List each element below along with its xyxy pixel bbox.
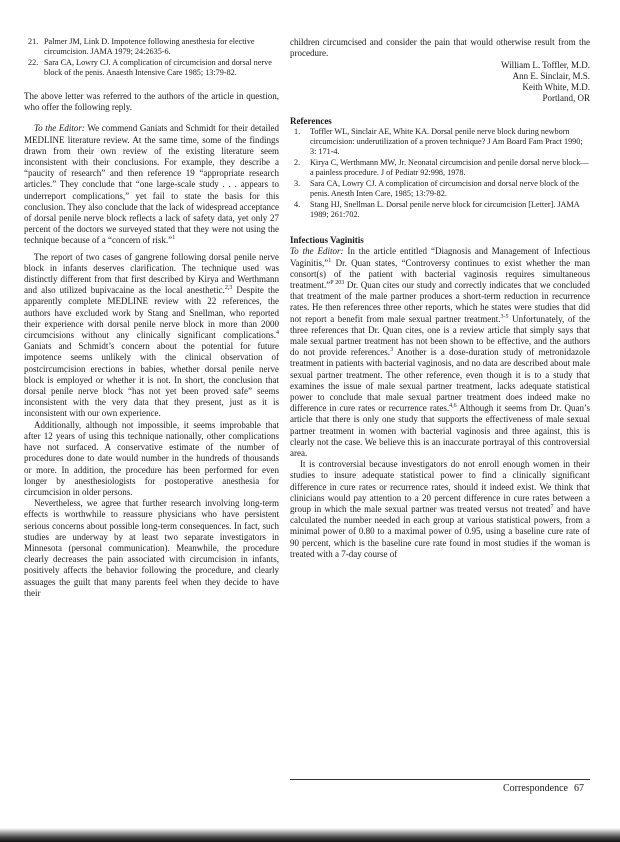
- footer-section: Correspondence: [503, 783, 568, 794]
- scan-edge-shadow: [0, 828, 620, 842]
- reply-paragraph: The report of two cases of gangrene following dorsal penile nerve block in infants deserves clarification. The technique used was distinctly different from that first described by Kirya and Werthmann and also utilized bupivacaine as the local anesthetic.$^{2,3}$ Despite the apparently complete MEDLINE review with 22 references, the authors have excluded work by Stang and Snellman, who reported their experience with dorsal penile nerve block in more than 2000 circumcisions without any clinically significant complications.$^4$ Ganiats and Schmidt’s concern about the potential for future impotence seems unlikely with the clinical observation of postcircumcision erections in babies, whether dorsal penile nerve block is employed or whether it is not. In short, the conclusion that dorsal penile nerve block “has not yet been proved safe” seems inconsistent with the very data that they present, just as it is inconsistent with our own experience.: [24, 251, 279, 419]
- salutation: To the Editor:: [290, 246, 344, 257]
- page-number: 67: [574, 783, 584, 794]
- reference-item: 3. Sara CA, Lowry CJ. A complication of circumcision and dorsal nerve block of the penis. Anesth Inten Care, 1985; 13:79-82.: [294, 179, 579, 199]
- signature-line: Ann E. Sinclair, M.S.: [512, 71, 590, 82]
- reply-paragraph: To the Editor: We commend Ganiats and Schmidt for their detailed MEDLINE literature review. At the same time, some of the findings drawn from their own review of the existing literature seem inconsistent with their conclusions. For example, they describe a “paucity of research” and then reference 19 “appropriate research articles.” They conclude that “one large-scale study . . . appears to underreport complications,” yet fail to state the basis for this conclusion. They also conclude that the lack of widespread acceptance of dorsal penile nerve block reflects a lack of safety data, yet only 27 percent of the doctors we surveyed stated that they were not using the technique because of a “concern of risk.”$^1$: [24, 123, 279, 246]
- reference-item: 21. Palmer JM, Link D. Impotence following anesthesia for elective circumcision. JAMA 1979; 24:2635-6.: [28, 37, 255, 56]
- signature-line: William L. Toffler, M.D.: [500, 60, 590, 71]
- section-heading: Infectious Vaginitis: [290, 235, 364, 246]
- letter-paragraph: It is controversial because investigators do not enroll enough women in their studies to insure adequate statistical power to find a clinically significant difference in cure rates or recurrence rates, should it indeed exist. We think that clinicians would pay attention to a 20 percent difference in cure rates between a group in which the male sexual partner was treated versus not treated$^7$ and have calculated the number needed in each group at various statistical powers, from a minimal power of 0.80 to a maximal power of 0.95, using a baseline cure rate of 90 percent, which is the baseline cure rate found in most studies if the woman is treated with a 7-day course of: [290, 459, 590, 559]
- reply-paragraph: Nevertheless, we agree that further research involving long-term effects is worthwhile to reassure physicians who have persistent serious concerns about possible long-term consequences. In fact, such studies are underway by at least two separate investigators in Minnesota (personal communication). Meanwhile, the procedure clearly decreases the pain associated with circumcision in infants, positively affects the behavior following the procedure, and clearly assuages the guilt that many parents feel when they decide to have their: [24, 498, 279, 598]
- right-reference-list: [290, 127, 590, 220]
- letter-paragraph: To the Editor: In the article entitled “Diagnosis and Management of Infectious Vaginitis,”$^1$ Dr. Quan states, “Controversy continues to exist whether the man consort(s) of the patient with bacterial vaginosis requires simultaneous treatment.”$^{P 203}$ Dr. Quan cites our study and correctly indicates that we concluded that treatment of the male partner produces a short-term reduction in recurrence rates. He then references three other reports, which he states were studies that did not report a benefit from male sexual partner treatment.$^{3-5}$ Unfortunately, of the three references that Dr. Quan cites, one is a review article that simply says that male sexual partner treatment has not been shown to be effective, and the authors do not provide references.$^3$ Another is a dose-duration study of metronidazole treatment in patients with bacterial vaginosis, and no data are described about male sexual partner treatment. The other reference, even though it is to a study that examines the issue of male sexual partner treatment, lacks adequate statistical power to conclude that male sexual partner treatment does indeed make no difference in cure rates or recurrence rates.$^{4,6}$ Although it seems from Dr. Quan’s article that there is only one study that supports the effectiveness of male sexual partner treatment in women with bacterial vaginosis and three against, this is clearly not the case. We believe this is an inaccurate portrayal of this controversial area.: [290, 246, 590, 459]
- left-reference-list: [24, 37, 279, 78]
- reference-item: 1. Toffler WL, Sinclair AE, White KA. Dorsal penile nerve block during newborn circumcision: underutilization of a proven technique? J Am Board Fam Pract 1990; 3: 171-4.: [294, 127, 583, 157]
- salutation: To the Editor:: [34, 123, 85, 134]
- reply-paragraph: Additionally, although not impossible, it seems improbable that after 12 years of using this technique nationally, other complications have not surfaced. A conservative estimate of the number of procedures done to date would number in the hundreds of thousands or more. In addition, the procedure has been performed for even longer by anesthesiologists for postoperative anesthesia for circumcision in older persons.: [24, 419, 279, 497]
- reference-item: 2. Kirya C, Werthmann MW, Jr. Neonatal circumcision and penile dorsal nerve block—a painless procedure. J of Pediatr 92:998, 1978.: [294, 158, 589, 178]
- signature-line: Portland, OR: [542, 93, 590, 104]
- references-heading: References: [290, 116, 332, 127]
- signature-line: Keith White, M.D.: [522, 82, 590, 93]
- left-column: [24, 37, 279, 599]
- reference-item: 22. Sara CA, Lowry CJ. A complication of circumcision and dorsal nerve block of the penis. Anaesth Intensive Care 1985; 13:79-82.: [28, 58, 272, 77]
- footer-rule: [290, 779, 590, 780]
- signature-block: [290, 60, 590, 104]
- reference-item: 4. Stang HJ, Snellman L. Dorsal penile nerve block for circumcision [Letter]. JAMA 1989; 261:702.: [294, 200, 580, 220]
- right-column: [290, 37, 590, 560]
- referral-note: The above letter was referred to the authors of the article in question, who offer the following reply.: [24, 91, 279, 113]
- page-footer: [503, 783, 584, 795]
- reply-paragraph-continued: children circumcised and consider the pain that would otherwise result from the procedure.: [290, 37, 590, 59]
